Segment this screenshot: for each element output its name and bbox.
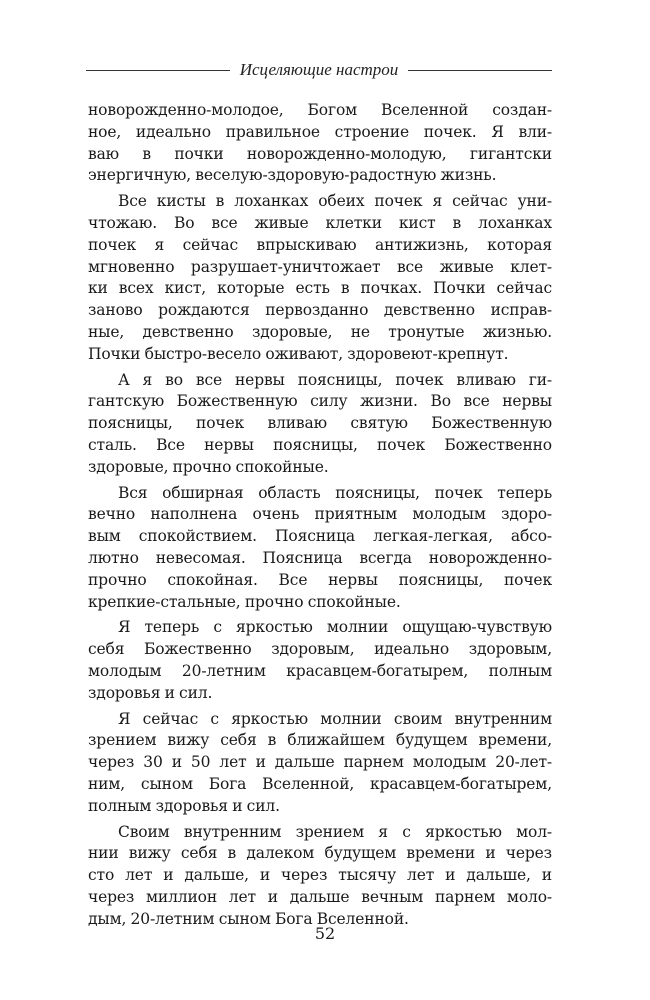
text-line: полным здоровья и сил. (88, 796, 280, 815)
text-line: Все кисты в лоханках обеих почек я сейчас уни- (118, 192, 552, 211)
running-head (86, 58, 552, 82)
text-line: крепкие-стальные, прочно спокойные. (88, 592, 401, 611)
text-line: Я теперь с яркостью молнии ощущаю-чувствую (118, 618, 552, 637)
text-line: здоровые, прочно спокойные. (88, 457, 329, 476)
text-line: ные, девственно здоровые, не тронутые жизнью. (88, 322, 552, 341)
text-line: Я сейчас с яркостью молнии своим внутренним (118, 709, 552, 728)
text-line: ваю в почки новорожденно-молодую, гигантски (88, 144, 552, 163)
text-line: молодым 20-летним красавцем-богатырем, полным (88, 661, 552, 680)
text-line: Вся обширная область поясницы, почек теперь (118, 483, 552, 502)
text-line: А я во все нервы поясницы, почек вливаю ги- (118, 370, 552, 389)
page-number: 52 (314, 924, 336, 943)
text-line: новорожденно-молодое, Богом Вселенной создан- (88, 101, 552, 119)
text-line: через миллион лет и дальше вечным парнем моло- (88, 887, 552, 906)
text-line: ки всех кист, которые есть в почках. Почки сейчас (88, 279, 552, 298)
running-head-title: Исцеляющие настрои (239, 60, 399, 79)
text-line: сталь. Все нервы поясницы, почек Божественно (88, 435, 552, 454)
running-head-rule-right (408, 70, 552, 71)
paragraph (88, 709, 552, 818)
text-line: Почки быстро-весело оживают, здоровеют-крепнут. (88, 344, 509, 363)
paragraph (88, 617, 552, 704)
paragraph (88, 483, 552, 614)
paragraph (88, 191, 552, 365)
text-line: чтожаю. Во все живые клетки кист в лоханках (88, 213, 552, 232)
text-line: зрением вижу себя в ближайшем будущем времени, (88, 731, 552, 750)
paragraph (88, 100, 552, 187)
paragraph (88, 370, 552, 479)
text-line: гантскую Божественную силу жизни. Во все нервы (88, 392, 552, 411)
text-line: мгновенно разрушает-уничтожает все живые клет- (88, 257, 552, 276)
text-line: через 30 и 50 лет и дальше парнем молодым 20-лет- (88, 753, 552, 772)
text-line: энергичную, веселую-здоровую-радостную жизнь. (88, 166, 497, 185)
text-line: себя Божественно здоровым, идеально здоровым, (88, 640, 552, 659)
text-line: заново рождаются первозданно девственно исправ- (88, 301, 552, 320)
text-line: вым спокойствием. Поясница легкая-легкая, абсо- (88, 527, 552, 546)
text-line: поясницы, почек вливаю святую Божественную (88, 414, 552, 433)
text-line: ним, сыном Бога Вселенной, красавцем-богатырем, (88, 774, 552, 793)
text-line: дым, 20-летним сыном Бога Вселенной. (88, 909, 409, 928)
text-line: здоровья и сил. (88, 683, 213, 702)
text-line: вечно наполнена очень приятным молодым здоро- (88, 505, 552, 524)
paragraph (88, 822, 552, 931)
text-line: почек я сейчас впрыскиваю антижизнь, которая (88, 235, 552, 254)
body-text (88, 100, 552, 934)
running-head-rule-left (86, 70, 230, 71)
text-line: ное, идеально правильное строение почек. Я вли- (88, 122, 552, 141)
text-line: лютно невесомая. Поясница всегда новорожденно- (88, 548, 552, 567)
text-line: нии вижу себя в далеком будущем времени и через (88, 844, 552, 863)
text-line: Своим внутренним зрением я с яркостью мол- (118, 822, 552, 841)
text-line: сто лет и дальше, и через тысячу лет и дальше, и (88, 866, 552, 885)
text-line: прочно спокойная. Все нервы поясницы, почек (88, 570, 552, 589)
